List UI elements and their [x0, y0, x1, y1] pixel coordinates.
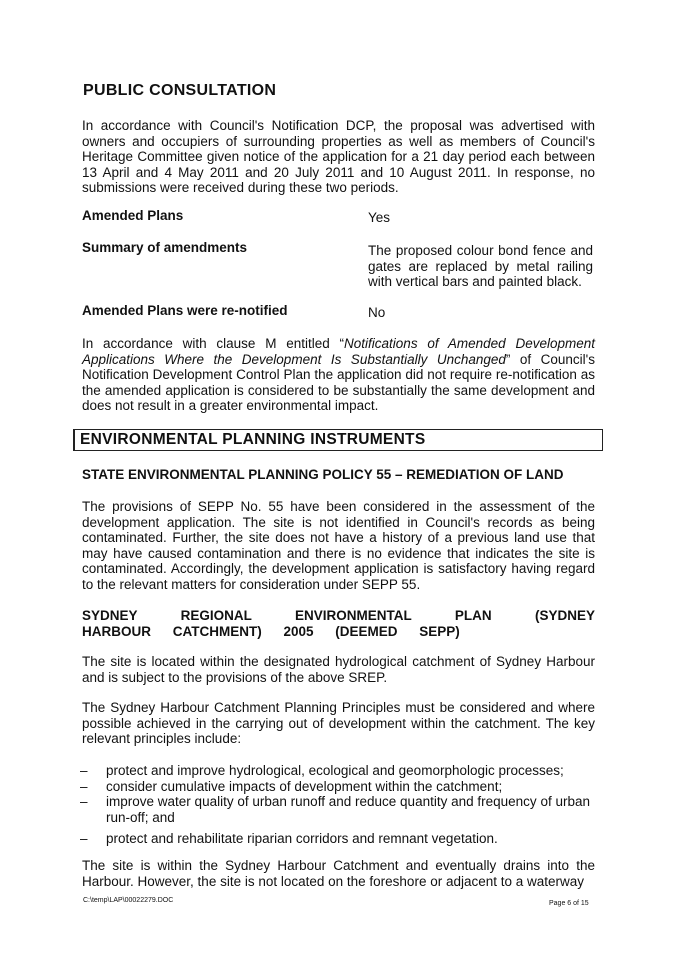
principles-list	[80, 763, 590, 847]
srep-paragraph-1: The site is located within the designated hydrological catchment of Sydney Harbour and is subject to the provisions of the above SREP.	[82, 654, 595, 685]
amended-plans-value: Yes	[368, 210, 391, 225]
list-item	[80, 831, 590, 847]
notification-text-before: In accordance with clause M entitled “	[82, 336, 345, 351]
principle-text: improve water quality of urban runoff and reduce quantity and frequency of urban run-off; and	[106, 794, 590, 825]
sepp55-heading: STATE ENVIRONMENTAL PLANNING POLICY 55 – REMEDIATION OF LAND	[82, 467, 564, 482]
notification-italic-title: Notifications of Amended Development Applications Where the Development Is Substantially Unchanged	[82, 336, 595, 367]
sepp55-paragraph: The provisions of SEPP No. 55 have been considered in the assessment of the development application. The site is not identified in Council's records as being contaminated. Further, the site does not have a history of a previous land use that may have caused contamination and there is no evidence that indicates the site is contaminated. Accordingly, the development application is satisfactory having regard to the relevant matters for consideration under SEPP 55.	[82, 499, 595, 592]
public-consultation-paragraph: In accordance with Council's Notification DCP, the proposal was advertised with owners and occupiers of surrounding properties as well as members of Council's Heritage Committee given notice of the application for a 21 day period each between 13 April and 4 May 2011 and 20 July 2011 and 10 August 2011. In response, no submissions were received during these two periods.	[82, 118, 595, 196]
principle-text: consider cumulative impacts of development within the catchment;	[106, 778, 503, 794]
dash-bullet-icon: –	[80, 794, 88, 810]
srep-paragraph-2: The Sydney Harbour Catchment Planning Principles must be considered and where possible achieved in the carrying out of development within the catchment. The key relevant principles include:	[82, 700, 595, 747]
notification-paragraph	[82, 336, 595, 414]
list-item	[80, 763, 590, 779]
summary-of-amendments-label: Summary of amendments	[82, 240, 248, 255]
srep-heading: SYDNEY REGIONAL ENVIRONMENTAL PLAN (SYDNEY HARBOUR CATCHMENT) 2005 (DEEMED SEPP)	[82, 608, 595, 639]
renotified-label: Amended Plans were re-notified	[82, 303, 288, 318]
notification-text-after: ” of Council's Notification Development Control Plan the application did not require re-notification as the amended application is considered to be substantially the same development and does not result in a greater environmental impact.	[82, 351, 595, 414]
amended-plans-label: Amended Plans	[82, 208, 184, 223]
principle-text: protect and rehabilitate riparian corridors and remnant vegetation.	[106, 831, 498, 847]
renotified-value: No	[368, 305, 386, 320]
public-consultation-heading: PUBLIC CONSULTATION	[83, 82, 277, 99]
dash-bullet-icon: –	[80, 778, 88, 794]
footer-file-path: C:\temp\LAP\00022279.DOC	[83, 897, 174, 904]
summary-of-amendments-value: The proposed colour bond fence and gates are replaced by metal railing with vertical bars and painted black.	[368, 243, 593, 290]
dash-bullet-icon: –	[80, 831, 88, 847]
principle-text: protect and improve hydrological, ecological and geomorphologic processes;	[106, 763, 564, 778]
srep-paragraph-3: The site is within the Sydney Harbour Catchment and eventually drains into the Harbour. However, the site is not located on the foreshore or adjacent to a waterway	[82, 858, 595, 889]
list-item	[80, 794, 590, 825]
list-item	[80, 779, 590, 795]
dash-bullet-icon: –	[80, 763, 88, 778]
epi-section-heading: ENVIRONMENTAL PLANNING INSTRUMENTS	[73, 429, 603, 451]
footer-page-number: Page 6 of 15	[549, 900, 589, 907]
